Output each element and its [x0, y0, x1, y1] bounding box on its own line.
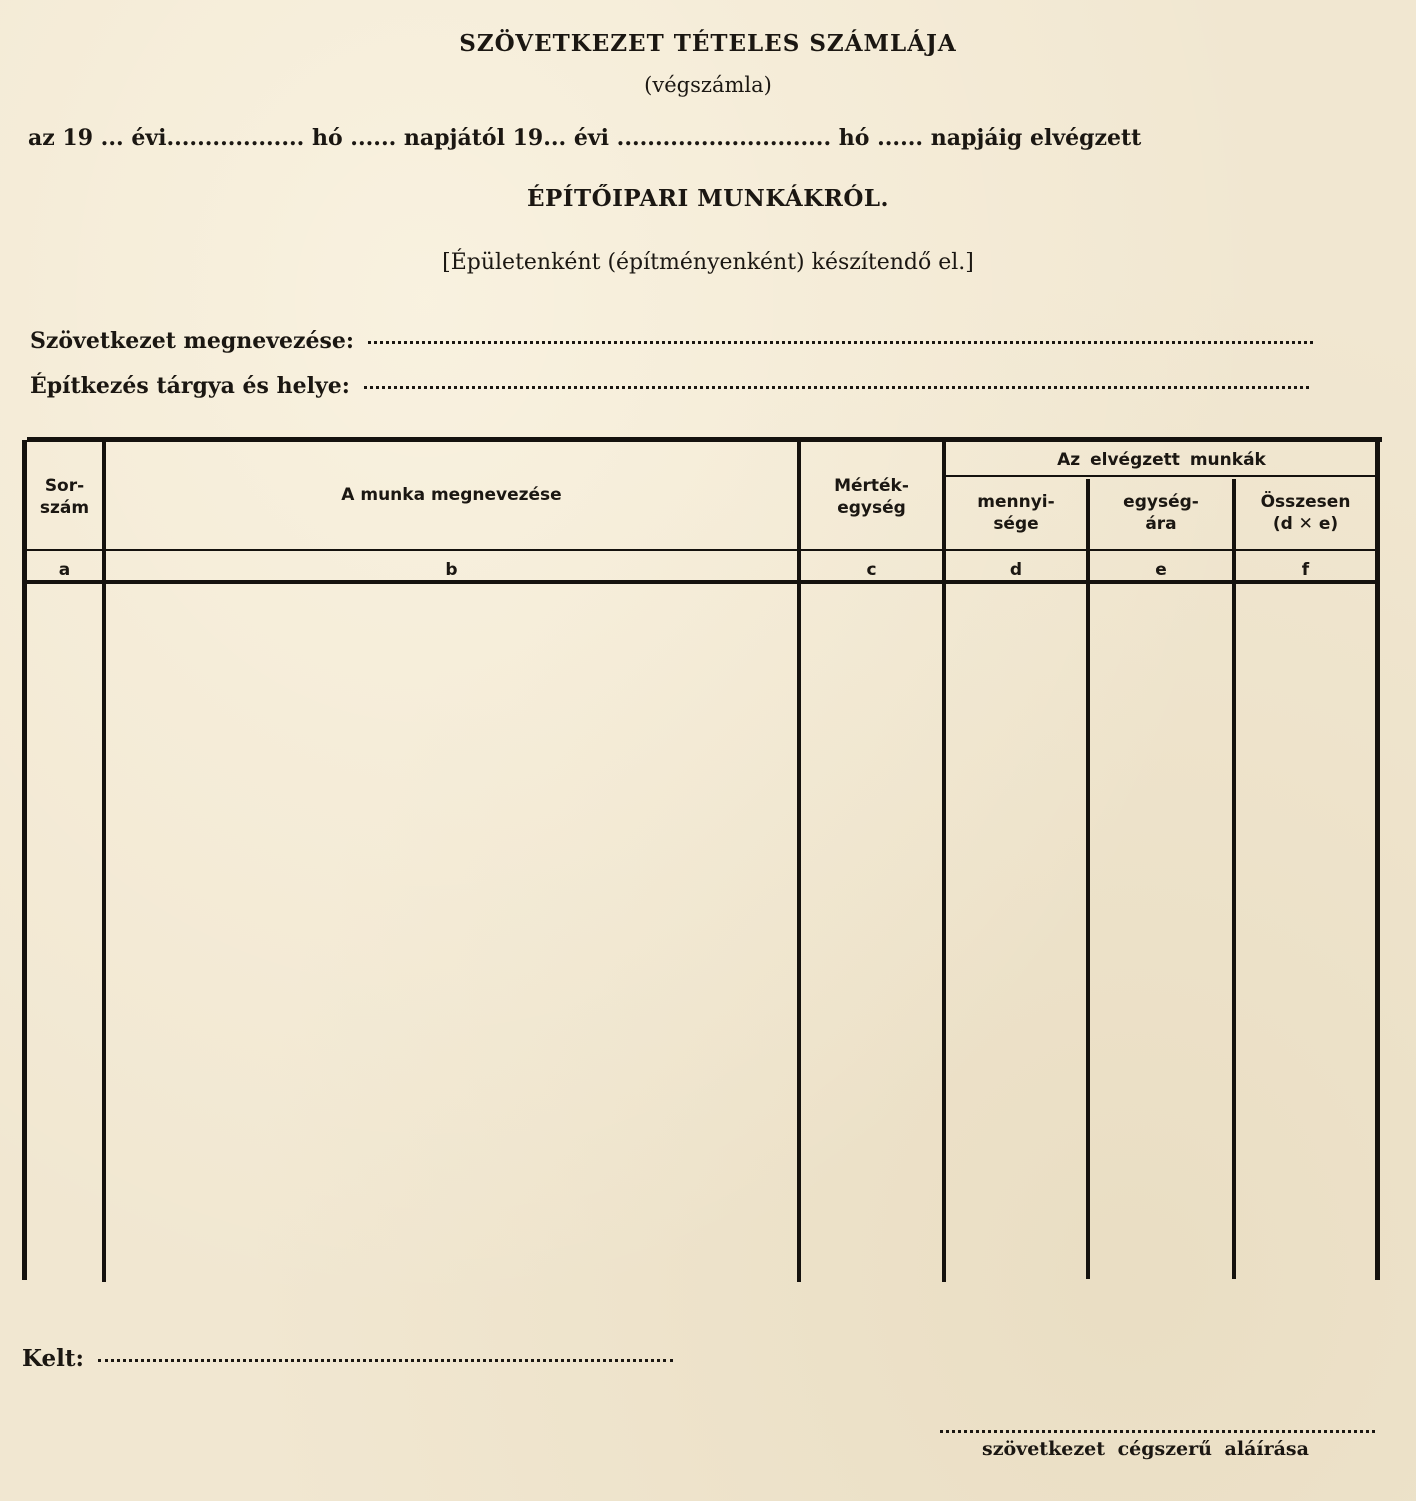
signature-blank[interactable] — [940, 1430, 1375, 1433]
form-note: [Épületenként (építményenként) készítendő el.] — [442, 250, 974, 275]
cooperative-name-blank[interactable] — [368, 341, 1313, 344]
column-letter-d: d — [1009, 560, 1023, 580]
header-megnevezes: A munka megnevezése — [341, 485, 562, 505]
form-title: SZÖVETKEZET TÉTELES SZÁMLÁJA — [459, 30, 957, 57]
period-line: az 19 ... évi.................. hó ...... napjától 19... évi ............................ hó ...... napjáig elvégzett — [28, 125, 1142, 151]
header-rule — [27, 549, 1377, 551]
column-letter-e: e — [1155, 560, 1167, 580]
construction-subject-label: Építkezés tárgya és helye: — [30, 373, 350, 399]
column-letter-f: f — [1301, 560, 1310, 580]
table-right-border — [1375, 440, 1380, 1280]
column-letter-c: c — [866, 560, 877, 580]
form-heading: ÉPÍTŐIPARI MUNKÁKRÓL. — [526, 185, 890, 212]
header-mennyiseg: mennyi- sége — [977, 492, 1055, 534]
header-group: Az elvégzett munkák — [1057, 450, 1266, 470]
date-field — [22, 1345, 673, 1372]
construction-subject-field — [30, 373, 1309, 399]
construction-subject-blank[interactable] — [364, 386, 1309, 389]
header-egysegar: egység- ára — [1123, 492, 1199, 534]
column-letter-a: a — [58, 560, 71, 580]
table-body[interactable] — [27, 585, 1375, 1280]
group-header-rule — [944, 475, 1377, 477]
cooperative-name-field — [30, 328, 1313, 354]
kelt-label: Kelt: — [22, 1345, 84, 1372]
items-table — [22, 437, 1382, 1282]
column-letter-b: b — [445, 560, 458, 580]
header-osszesen: Összesen (d ✕ e) — [1260, 492, 1351, 534]
table-top-rule — [27, 437, 1382, 442]
signature-label: szövetkezet cégszerű aláírása — [982, 1438, 1309, 1460]
header-sorszam: Sor- szám — [39, 476, 90, 518]
form-subtitle: (végszámla) — [644, 73, 772, 97]
header-mertekegyseg: Mérték- egység — [834, 476, 909, 518]
cooperative-name-label: Szövetkezet megnevezése: — [30, 328, 354, 354]
date-blank[interactable] — [98, 1359, 673, 1362]
